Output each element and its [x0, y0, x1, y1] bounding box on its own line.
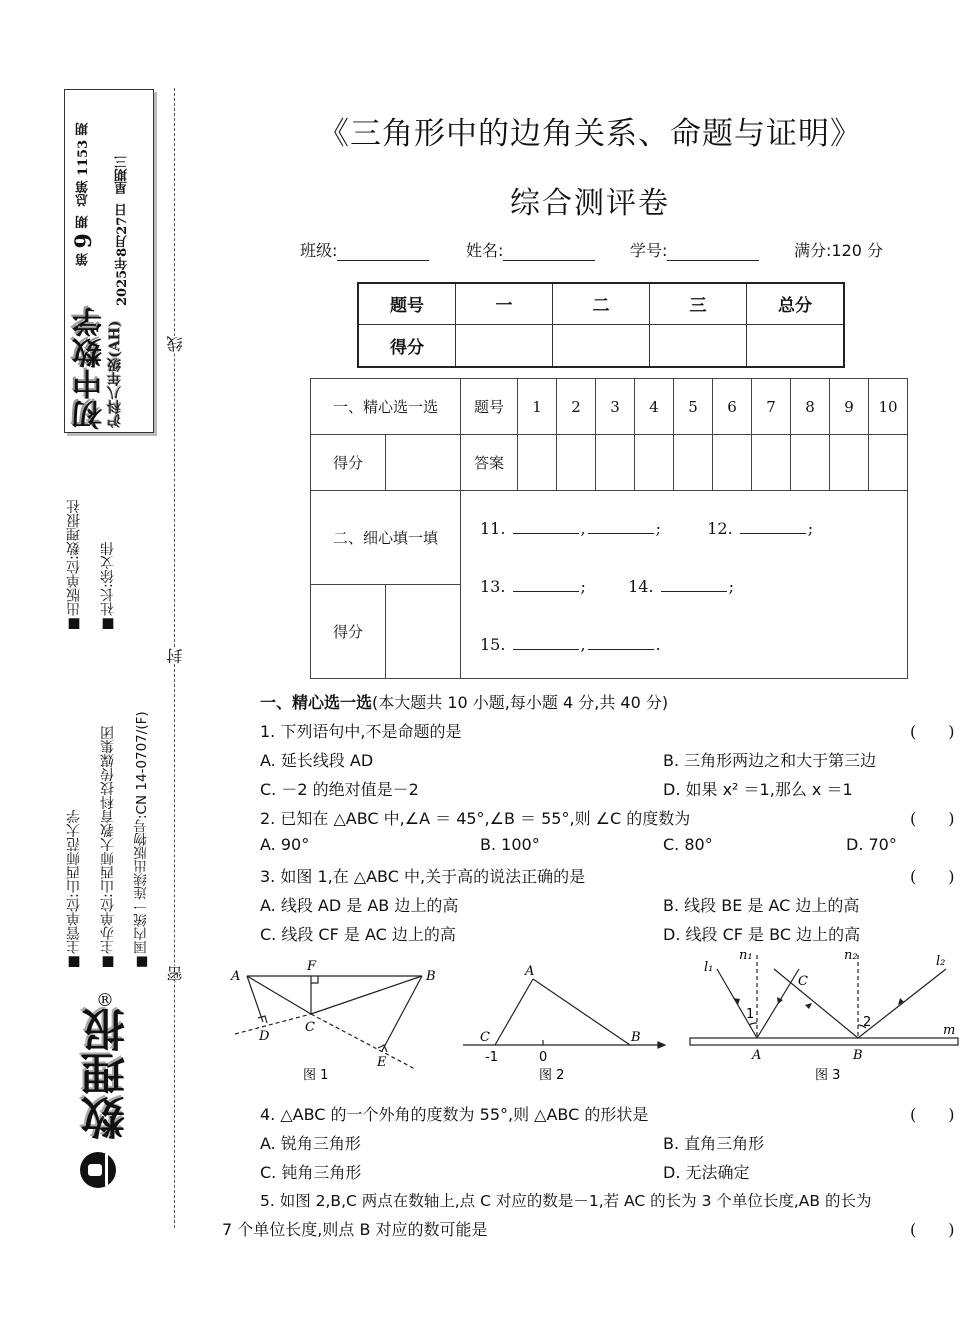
blank-14[interactable] — [661, 577, 727, 592]
answer-paren[interactable]: ( ) — [910, 809, 955, 828]
supervisor-info: ■主管单位:山西师范大学 — [66, 809, 82, 970]
blank-num-14: 14. — [628, 577, 654, 596]
answer-cell[interactable] — [518, 435, 557, 491]
label-c: C — [305, 1020, 315, 1035]
sponsor-info: ■主办单位:山西师大教育科技传媒集团 — [100, 725, 116, 970]
masthead-box — [64, 89, 154, 433]
issue-weekday: 星期三 — [115, 155, 130, 195]
extension-ce — [311, 1014, 415, 1069]
label-d: D — [259, 1029, 270, 1044]
fill-blanks — [458, 491, 879, 678]
label-l2: l₂ — [936, 954, 946, 969]
segment-ad — [247, 976, 263, 1022]
page-subtitle: 综合测评卷 — [510, 186, 670, 221]
issue-suffix: 期 — [76, 215, 91, 229]
score-table — [357, 282, 845, 368]
label-b: B — [426, 969, 436, 984]
question-number: 2 — [557, 379, 596, 435]
score-cell[interactable] — [456, 324, 553, 367]
issue-prefix: 第 — [76, 253, 91, 266]
cut-label-seal: 封 — [166, 648, 185, 664]
question-stem: 1. 下列语句中,不是命题的是 — [260, 722, 462, 741]
punct: ; — [655, 519, 662, 538]
score-header-total: 总分 — [747, 283, 845, 324]
blank-num-15: 15. — [480, 635, 506, 654]
blank-num-13: 13. — [480, 577, 506, 596]
class-input[interactable] — [337, 246, 429, 261]
label-a: A — [525, 964, 535, 979]
question-number: 8 — [791, 379, 830, 435]
name-label: 姓名: — [466, 241, 504, 260]
answer-paren[interactable]: ( ) — [910, 722, 955, 741]
edition-label: 沪科八年级(AH) — [107, 320, 123, 428]
answer-cell[interactable] — [869, 435, 908, 491]
angle-1-arc — [749, 1023, 757, 1025]
blank-12[interactable] — [740, 519, 806, 534]
blank-num-11: 11. — [480, 519, 506, 538]
question-stem: 5. 如图 2,B,C 两点在数轴上,点 C 对应的数是－1,若 AC 的长为 3 个单位长度,AB 的长为 — [260, 1192, 872, 1210]
answer-paren[interactable]: ( ) — [910, 1105, 955, 1124]
date-info — [113, 96, 132, 306]
question-number: 7 — [752, 379, 791, 435]
score-header-part2: 二 — [553, 283, 650, 324]
question-number: 4 — [635, 379, 674, 435]
fill-line-15: 15. , . — [480, 635, 661, 654]
blank-13[interactable] — [513, 577, 579, 592]
angle-label-2: 2 — [863, 1015, 872, 1030]
label-l1: l₁ — [704, 960, 714, 975]
segment-ca — [495, 979, 533, 1045]
question-stem-continued: 7 个单位长度,则点 B 对应的数可能是 — [222, 1220, 488, 1239]
answer-cell[interactable] — [713, 435, 752, 491]
option: C. 80° — [663, 835, 713, 854]
figure-3-caption: 图 3 — [815, 1068, 841, 1083]
option: C. －2 的绝对值是－2 — [260, 780, 419, 799]
figure-2-caption: 图 2 — [539, 1068, 565, 1083]
figure-3 — [680, 945, 970, 1085]
page-title: 《三角形中的边角关系、命题与证明》 — [318, 116, 862, 152]
answer-cell[interactable] — [596, 435, 635, 491]
punct: . — [655, 635, 661, 654]
option: A. 延长线段 AD — [260, 751, 374, 770]
question-number: 9 — [830, 379, 869, 435]
issue-info — [71, 96, 97, 266]
figure-2 — [455, 952, 675, 1087]
reflected-ray-b — [774, 969, 858, 1038]
answer-cell[interactable] — [830, 435, 869, 491]
section2-score-label: 得分 — [311, 585, 386, 679]
question-stem: 4. △ABC 的一个外角的度数为 55°,则 △ABC 的形状是 — [260, 1105, 649, 1124]
arrow-icon — [805, 1003, 812, 1009]
class-label: 班级: — [300, 241, 338, 260]
issue-date: 2025年8月27日 — [115, 203, 130, 306]
option: D. 无法确定 — [663, 1163, 750, 1182]
answer-cell[interactable] — [674, 435, 713, 491]
section1-label: 一、精心选一选 — [311, 379, 461, 435]
label-n2: n₂ — [844, 948, 858, 963]
full-score: 满分:120 分 — [794, 241, 884, 260]
option: C. 钝角三角形 — [260, 1163, 362, 1182]
cn-number-info: ■国内统一连续出版物号:CN 14-0707/(F) — [134, 711, 150, 970]
label-n1: n₁ — [739, 948, 753, 963]
publisher-logo — [70, 990, 140, 1190]
answer-cell[interactable] — [752, 435, 791, 491]
label-e: E — [377, 1055, 387, 1070]
arrow-icon — [733, 998, 740, 1005]
label-m: m — [943, 1023, 956, 1038]
question-stem: 3. 如图 1,在 △ABC 中,关于高的说法正确的是 — [260, 867, 586, 886]
class-field[interactable] — [300, 238, 429, 261]
question-number: 1 — [518, 379, 557, 435]
question-number: 10 — [869, 379, 908, 435]
option: D. 70° — [846, 835, 897, 854]
segment-ab — [533, 979, 630, 1045]
total-issue: 总第 1153 期 — [76, 122, 91, 207]
angle-label-1: 1 — [746, 1007, 755, 1022]
logo-emblem-icon — [78, 1150, 120, 1190]
label-b: B — [853, 1048, 863, 1063]
brand-title: 初中数学 — [73, 306, 108, 430]
section1-score-cell[interactable] — [386, 435, 461, 491]
fill-line-11-12: 11. , ; 12. ; — [480, 519, 814, 538]
option: D. 线段 CF 是 BC 边上的高 — [663, 925, 861, 944]
section1-score-label: 得分 — [311, 435, 386, 491]
figure-1 — [225, 952, 455, 1087]
mirror-m — [690, 1038, 958, 1045]
name-field[interactable] — [466, 238, 595, 261]
answer-paren[interactable]: ( ) — [910, 1220, 955, 1239]
figure-1-caption: 图 1 — [303, 1068, 329, 1083]
option: B. 直角三角形 — [663, 1134, 765, 1153]
publisher-info: ■出版单位:数理报社 — [66, 499, 82, 632]
option: B. 100° — [480, 835, 540, 854]
section2-label: 二、细心填一填 — [311, 491, 461, 585]
cut-label-line: 线 — [166, 336, 185, 352]
blank-11a[interactable] — [513, 519, 579, 534]
registered-mark: ® — [96, 990, 114, 1011]
section1-heading — [260, 690, 668, 713]
extension-cd — [235, 1014, 311, 1034]
section1-title: 一、精心选一选 — [260, 693, 373, 712]
answer-label: 答案 — [461, 435, 518, 491]
score-header-part3: 三 — [650, 283, 747, 324]
right-angle-f — [311, 976, 318, 983]
answer-cell[interactable] — [791, 435, 830, 491]
label-c: C — [798, 974, 808, 989]
blank-num-12: 12. — [707, 519, 733, 538]
cut-label-secret: 密 — [166, 966, 185, 982]
name-input[interactable] — [503, 246, 595, 261]
tick-label-minus-one: -1 — [485, 1050, 498, 1065]
option: D. 如果 x² ＝1,那么 x ＝1 — [663, 780, 853, 799]
student-id-input[interactable] — [667, 246, 759, 261]
answer-paren[interactable]: ( ) — [910, 867, 955, 886]
option: B. 线段 BE 是 AC 边上的高 — [663, 896, 860, 915]
question-stem: 2. 已知在 △ABC 中,∠A ＝ 45°,∠B ＝ 55°,则 ∠C 的度数为 — [260, 809, 691, 828]
segment-ac — [247, 976, 311, 1014]
student-id-label: 学号: — [630, 241, 668, 260]
option: A. 90° — [260, 835, 310, 854]
punct: ; — [728, 577, 735, 596]
label-a: A — [752, 1048, 762, 1063]
section2-score-cell[interactable] — [386, 585, 461, 679]
question-number-label: 题号 — [461, 379, 518, 435]
blank-15a[interactable] — [513, 635, 579, 650]
option: A. 锐角三角形 — [260, 1134, 361, 1153]
option: A. 线段 AD 是 AB 边上的高 — [260, 896, 459, 915]
logo-text: 数理报 — [82, 1008, 133, 1140]
score-header-number: 题号 — [358, 283, 456, 324]
score-cell[interactable] — [650, 324, 747, 367]
answer-cell[interactable] — [635, 435, 674, 491]
question-number: 3 — [596, 379, 635, 435]
score-cell[interactable] — [747, 324, 845, 367]
president-info: ■社长:徐文伟 — [100, 541, 116, 632]
section1-note: (本大题共 10 小题,每小题 4 分,共 40 分) — [372, 693, 669, 712]
punct: ; — [580, 577, 586, 596]
score-cell[interactable] — [553, 324, 650, 367]
question-number: 6 — [713, 379, 752, 435]
blank-15b[interactable] — [588, 635, 654, 650]
arrow-icon — [658, 1042, 665, 1048]
label-b: B — [631, 1030, 641, 1045]
issue-number: 9 — [71, 233, 97, 249]
option: B. 三角形两边之和大于第三边 — [663, 751, 877, 770]
option: C. 线段 CF 是 AC 边上的高 — [260, 925, 456, 944]
answer-cell[interactable] — [557, 435, 596, 491]
label-a: A — [231, 969, 241, 984]
label-f: F — [307, 959, 317, 974]
question-number: 5 — [674, 379, 713, 435]
score-header-part1: 一 — [456, 283, 553, 324]
arrow-icon — [777, 997, 783, 1004]
score-row-label: 得分 — [358, 324, 456, 367]
punct: ; — [807, 519, 814, 538]
student-id-field[interactable] — [630, 238, 759, 261]
tick-label-zero: 0 — [539, 1050, 548, 1065]
blank-11b[interactable] — [588, 519, 654, 534]
fill-line-13-14 — [480, 577, 734, 596]
label-c: C — [480, 1030, 490, 1045]
